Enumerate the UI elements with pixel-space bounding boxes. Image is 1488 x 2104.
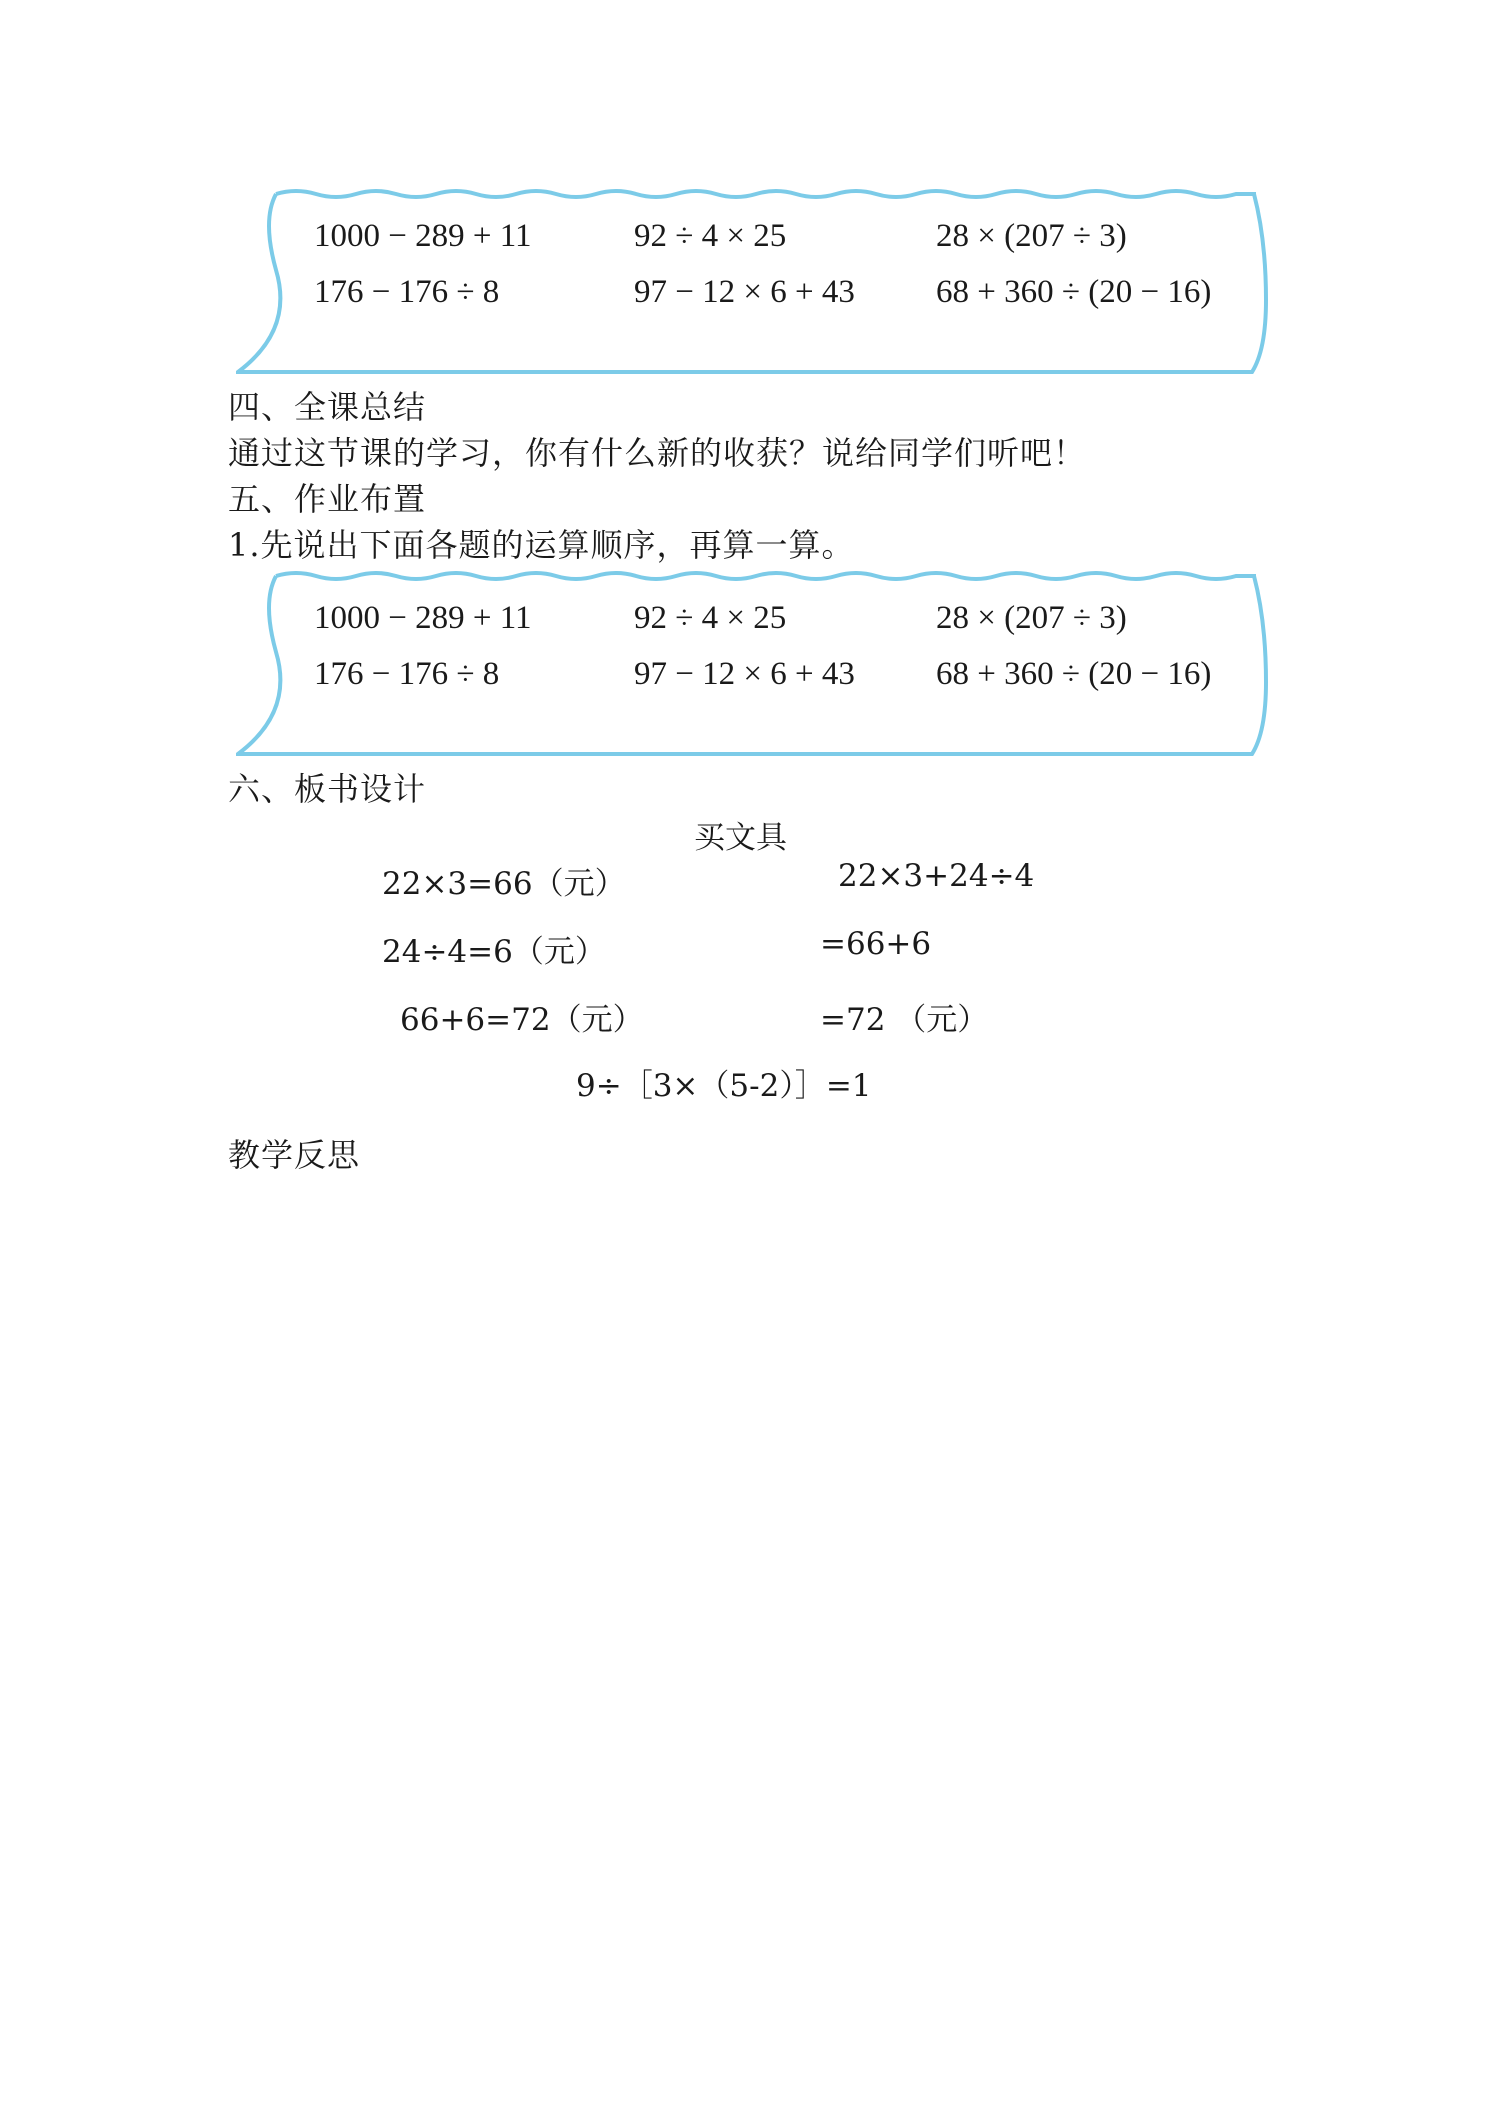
- expression: 97 − 12 × 6 + 43: [634, 274, 855, 310]
- board-left-line: 24÷4=6（元）: [382, 934, 606, 970]
- expression: 28 × (207 ÷ 3): [936, 600, 1127, 636]
- expression: 176 − 176 ÷ 8: [314, 656, 500, 692]
- board-right-line: =72 （元）: [820, 1002, 989, 1038]
- expression: 68 + 360 ÷ (20 − 16): [936, 656, 1212, 692]
- expression: 28 × (207 ÷ 3): [936, 218, 1127, 254]
- section4-heading: 四、全课总结: [228, 388, 427, 426]
- section4-text: 通过这节课的学习，你有什么新的收获？说给同学们听吧！: [228, 434, 1087, 472]
- section6-heading: 六、板书设计: [228, 770, 427, 808]
- board-formula: 9÷［3×（5-2）］=1: [576, 1068, 872, 1104]
- expression: 176 − 176 ÷ 8: [314, 274, 500, 310]
- expression-grid: [314, 600, 1254, 712]
- reflection-heading: 教学反思: [228, 1136, 361, 1174]
- expression: 1000 − 289 + 11: [314, 600, 532, 636]
- expression: 92 ÷ 4 × 25: [634, 218, 787, 254]
- board-right-line: 22×3+24÷4: [838, 858, 1035, 894]
- exercise-box-bottom: [236, 562, 1276, 756]
- board-left-line: 22×3=66（元）: [382, 866, 626, 902]
- exercise-box-top: [236, 180, 1276, 374]
- expression-row: [314, 274, 1254, 330]
- expression-row: [314, 656, 1254, 712]
- board-title: 买文具: [694, 820, 787, 856]
- expression: 68 + 360 ÷ (20 − 16): [936, 274, 1212, 310]
- expression: 1000 − 289 + 11: [314, 218, 532, 254]
- expression-row: [314, 218, 1254, 274]
- expression-grid: [314, 218, 1254, 330]
- section5-heading: 五、作业布置: [228, 480, 427, 518]
- expression: 92 ÷ 4 × 25: [634, 600, 787, 636]
- expression-row: [314, 600, 1254, 656]
- section5-task1: 1.先说出下面各题的运算顺序，再算一算。: [228, 526, 855, 564]
- board-right-line: =66+6: [820, 926, 932, 962]
- expression: 97 − 12 × 6 + 43: [634, 656, 855, 692]
- board-left-line: 66+6=72（元）: [400, 1002, 644, 1038]
